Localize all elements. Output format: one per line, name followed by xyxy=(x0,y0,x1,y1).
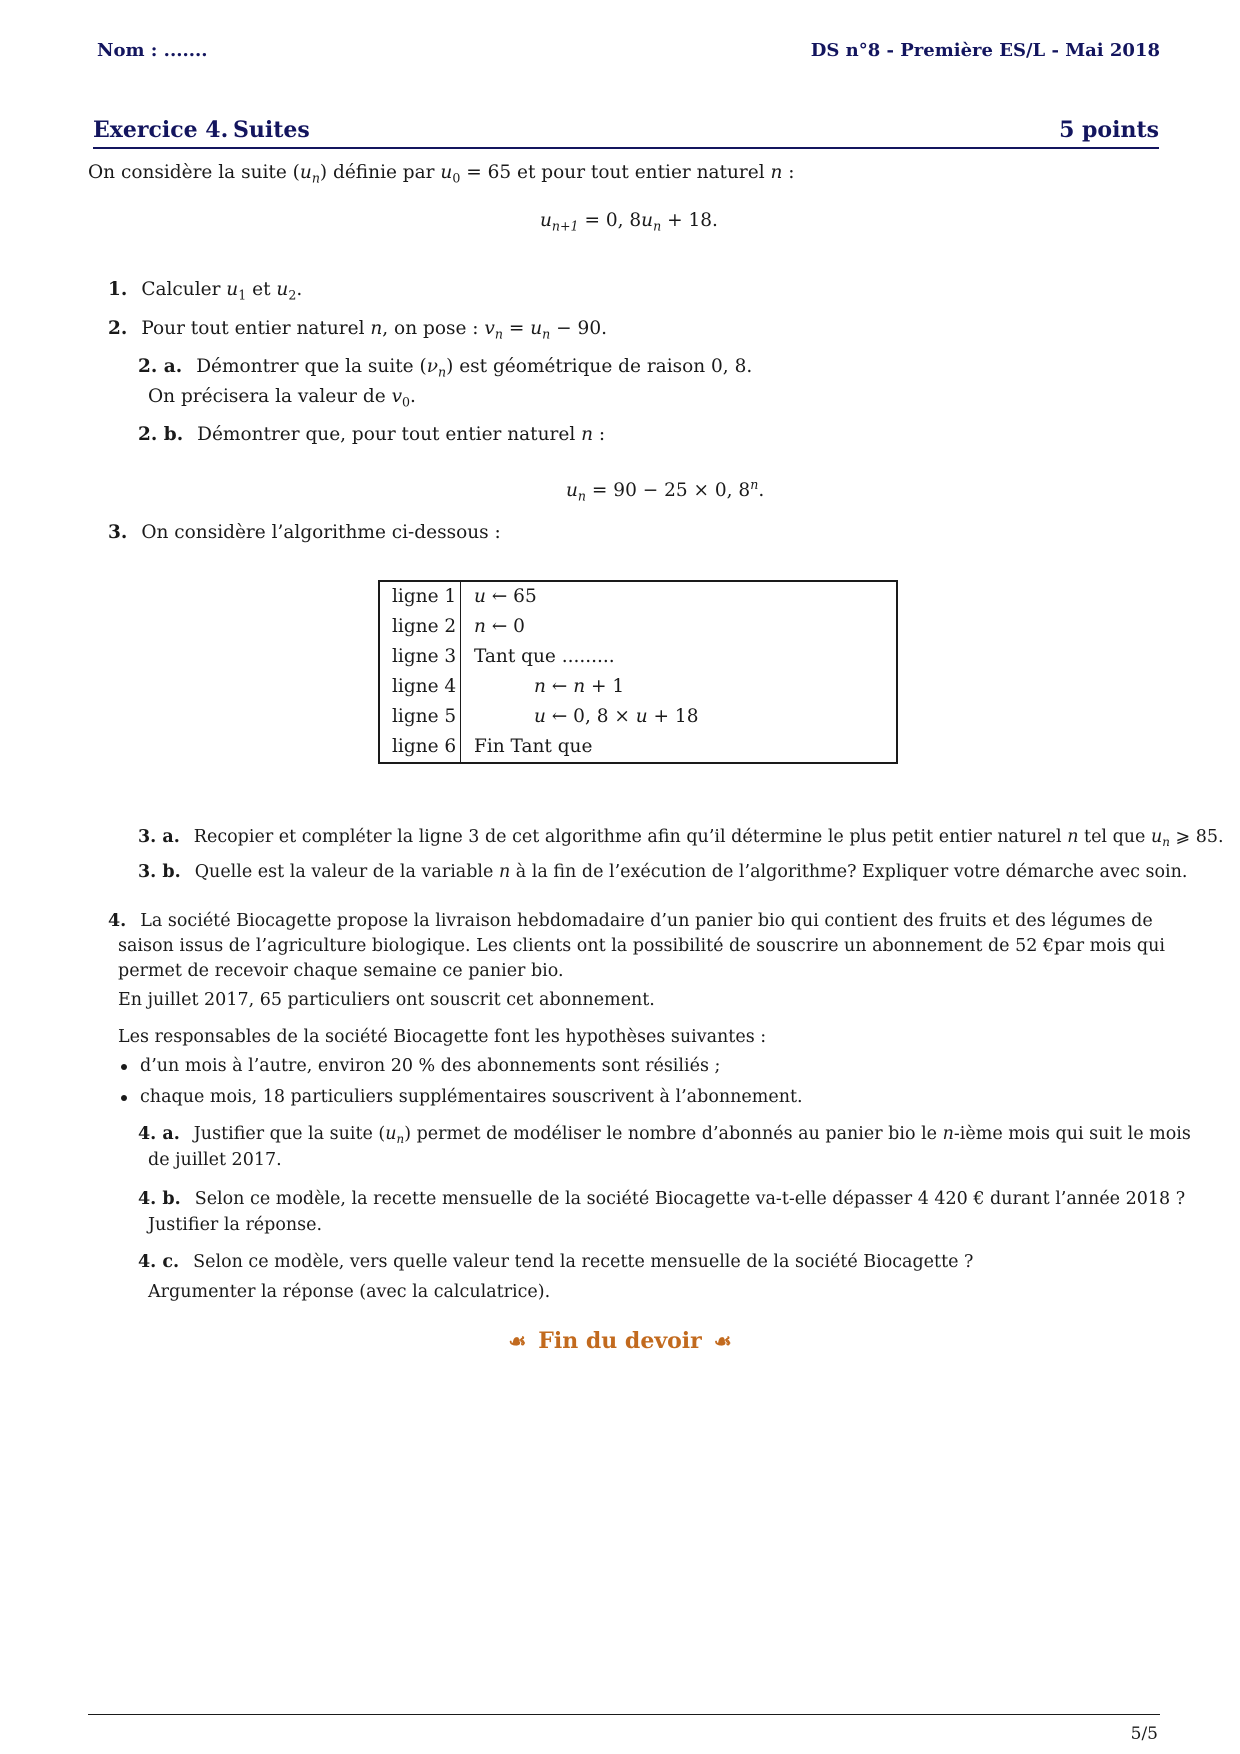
code-text: ← 0 xyxy=(485,616,525,637)
math-sub: n xyxy=(1162,835,1170,850)
exercise-points: 5 points xyxy=(1059,117,1159,143)
question-3a xyxy=(138,827,1224,849)
question-label: 3. xyxy=(108,522,128,543)
algorithm-code xyxy=(534,676,624,697)
math-u: u xyxy=(299,162,312,183)
code-text: ← 0, 8 × xyxy=(545,706,636,727)
math-sub: n xyxy=(396,1132,405,1147)
question-label: 3. a. xyxy=(138,827,180,847)
end-text: Fin du devoir xyxy=(538,1328,702,1354)
question-text: : xyxy=(593,424,606,445)
question-text: Recopier et compléter la ligne 3 de cet algorithme afin qu’il détermine le plus petit entier naturel xyxy=(193,827,1068,847)
algorithm-row xyxy=(380,646,896,676)
end-of-test xyxy=(0,1328,1240,1354)
math-u: u xyxy=(534,706,546,727)
math-sub: 1 xyxy=(238,287,247,303)
question-text: Selon ce modèle, la recette mensuelle de la société Biocagette va-t-elle dépasser 4 420 € durant l’année 2018 ? xyxy=(194,1189,1186,1209)
page-number: 5/5 xyxy=(1130,1724,1158,1744)
question-label: 4. a. xyxy=(138,1124,180,1144)
math-n: n xyxy=(770,162,783,183)
math-n: n xyxy=(1067,827,1079,847)
question-label: 2. b. xyxy=(138,424,184,445)
question-text: à la fin de l’exécution de l’algorithme? Expliquer votre démarche avec soin. xyxy=(510,862,1188,882)
exercise-title: Suites xyxy=(233,117,310,143)
question-4b-line2: Justifier la réponse. xyxy=(148,1215,323,1235)
math-sub: 0 xyxy=(402,394,411,410)
algorithm-code xyxy=(474,586,537,607)
math-u: u xyxy=(641,210,654,231)
exercise-number: Exercice 4. xyxy=(93,117,229,143)
question-4-line3: permet de recevoir chaque semaine ce panier bio. xyxy=(118,961,564,981)
question-4c xyxy=(138,1252,973,1272)
question-text: Calculer xyxy=(141,279,227,300)
intro-text: ) définie par xyxy=(319,162,441,183)
math-n: n xyxy=(573,676,586,697)
question-4a xyxy=(138,1124,1191,1146)
question-text: La société Biocagette propose la livraison hebdomadaire d’un panier bio qui contient des fruits et des légumes de xyxy=(140,911,1153,931)
math-sup: n xyxy=(750,477,759,492)
question-text: . xyxy=(296,279,303,300)
question-text: Démontrer que, pour tout entier naturel xyxy=(197,424,582,445)
algorithm-row xyxy=(380,676,896,706)
algorithm-line-label: ligne 4 xyxy=(392,676,457,697)
bullet-icon xyxy=(121,1064,127,1070)
bullet-icon xyxy=(121,1095,127,1101)
question-label: 1. xyxy=(108,279,128,300)
question-label: 2. a. xyxy=(138,356,183,377)
code-text: ← 65 xyxy=(485,586,537,607)
student-name-field: Nom : ....... xyxy=(97,40,208,61)
math-sub: 2 xyxy=(288,287,297,303)
question-label: 3. b. xyxy=(138,862,181,882)
question-label: 4. xyxy=(108,911,127,931)
question-text: Démontrer que la suite ( xyxy=(196,356,427,377)
math-sub: n xyxy=(494,326,503,342)
question-text: -ième mois qui suit le mois xyxy=(953,1124,1191,1144)
intro-text: = 65 et pour tout entier naturel xyxy=(460,162,771,183)
question-text: . xyxy=(410,386,416,407)
math-n: n xyxy=(474,616,486,637)
algorithm-line-label: ligne 3 xyxy=(392,646,457,667)
question-text: Selon ce modèle, vers quelle valeur tend la recette mensuelle de la société Biocagette ? xyxy=(193,1252,974,1272)
ornament-icon: ☙ xyxy=(508,1329,527,1353)
question-2 xyxy=(108,318,607,341)
algorithm-line-label: ligne 1 xyxy=(392,586,457,607)
question-text: Pour tout entier naturel xyxy=(141,318,371,339)
question-label: 2. xyxy=(108,318,128,339)
explicit-formula xyxy=(566,477,764,503)
question-4b xyxy=(138,1189,1185,1209)
question-4c-line2: Argumenter la réponse (avec la calculatrice). xyxy=(148,1282,551,1302)
question-label: 4. b. xyxy=(138,1189,181,1209)
question-4-line4: En juillet 2017, 65 particuliers ont souscrit cet abonnement. xyxy=(118,990,655,1010)
question-text: On précisera la valeur de xyxy=(148,386,392,407)
question-text: ) est géométrique de raison 0, 8. xyxy=(446,356,753,377)
ornament-icon: ☙ xyxy=(713,1329,732,1353)
math-n: n xyxy=(581,424,594,445)
question-text: tel que xyxy=(1078,827,1151,847)
question-1 xyxy=(108,279,302,302)
question-3 xyxy=(108,522,501,543)
exercise-title-bar xyxy=(93,117,1159,149)
math-nu: ν xyxy=(426,356,438,377)
question-2a-line2 xyxy=(148,386,416,409)
question-text: On considère l’algorithme ci-dessous : xyxy=(141,522,501,543)
hypothesis-item: d’un mois à l’autre, environ 20 % des abonnements sont résiliés ; xyxy=(140,1056,721,1076)
algorithm-table xyxy=(378,580,898,764)
math-n: n xyxy=(534,676,546,697)
question-4a-line2: de juillet 2017. xyxy=(148,1150,282,1170)
algorithm-code xyxy=(534,706,698,727)
math-u: u xyxy=(440,162,453,183)
math-sub: n xyxy=(437,364,447,380)
exam-header: DS n°8 - Première ES/L - Mai 2018 xyxy=(810,40,1160,61)
question-4-line2: saison issus de l’agriculture biologique. Les clients ont la possibilité de souscrire un abonnement de 52 €par mois qui xyxy=(118,936,1165,956)
formula-text: . xyxy=(758,479,765,501)
hypothesis-item: chaque mois, 18 particuliers supplémentaires souscrivent à l’abonnement. xyxy=(140,1087,803,1107)
code-text: + 18 xyxy=(647,706,699,727)
math-u: u xyxy=(566,479,578,501)
intro-paragraph xyxy=(88,162,795,185)
math-u: u xyxy=(635,706,648,727)
code-text: + 1 xyxy=(585,676,625,697)
formula-text: = 90 − 25 × 0, 8 xyxy=(586,479,751,501)
math-u: u xyxy=(530,318,543,339)
math-sub: n xyxy=(577,488,587,504)
algorithm-code: Tant que ......... xyxy=(474,646,615,667)
math-v: v xyxy=(391,386,403,407)
math-u: u xyxy=(540,210,552,231)
algorithm-row xyxy=(380,586,896,616)
math-sub: n+1 xyxy=(551,218,579,234)
question-text: ⩾ 85. xyxy=(1169,827,1224,847)
question-2b xyxy=(138,424,605,445)
formula-text: + 18. xyxy=(661,210,718,231)
question-2a xyxy=(138,356,752,379)
math-u: u xyxy=(1150,827,1163,847)
footer-divider xyxy=(88,1714,1160,1715)
math-u: u xyxy=(276,279,289,300)
intro-text: On considère la suite ( xyxy=(88,162,300,183)
math-u: u xyxy=(385,1124,397,1144)
question-4-line5: Les responsables de la société Biocagette font les hypothèses suivantes : xyxy=(118,1027,767,1047)
formula-text: = 0, 8 xyxy=(578,210,642,231)
algorithm-code: Fin Tant que xyxy=(474,736,593,757)
math-v: v xyxy=(484,318,495,339)
question-text: Quelle est la valeur de la variable xyxy=(194,862,499,882)
code-text: ← xyxy=(545,676,574,697)
question-text: et xyxy=(246,279,277,300)
question-text: ) permet de modéliser le nombre d’abonnés au panier bio le xyxy=(404,1124,943,1144)
math-n: n xyxy=(498,862,511,882)
math-u: u xyxy=(226,279,239,300)
math-u: u xyxy=(474,586,486,607)
algorithm-row xyxy=(380,736,896,766)
math-sub: 0 xyxy=(452,170,461,186)
math-sub: n xyxy=(542,326,551,342)
recurrence-formula xyxy=(540,210,718,233)
algorithm-line-label: ligne 6 xyxy=(392,736,457,757)
algorithm-code xyxy=(474,616,525,637)
question-text: , on pose : xyxy=(382,318,485,339)
math-sub: n xyxy=(311,170,320,186)
question-text: − 90. xyxy=(550,318,607,339)
question-text: = xyxy=(502,318,531,339)
algorithm-line-label: ligne 2 xyxy=(392,616,457,637)
math-n: n xyxy=(942,1124,954,1144)
intro-text: : xyxy=(782,162,795,183)
algorithm-row xyxy=(380,616,896,646)
algorithm-line-label: ligne 5 xyxy=(392,706,457,727)
question-text: Justifier que la suite ( xyxy=(193,1124,386,1144)
question-3b xyxy=(138,862,1188,882)
math-n: n xyxy=(370,318,383,339)
math-sub: n xyxy=(653,218,662,234)
algorithm-row xyxy=(380,706,896,736)
question-4-line1 xyxy=(108,911,1153,931)
question-label: 4. c. xyxy=(138,1252,180,1272)
